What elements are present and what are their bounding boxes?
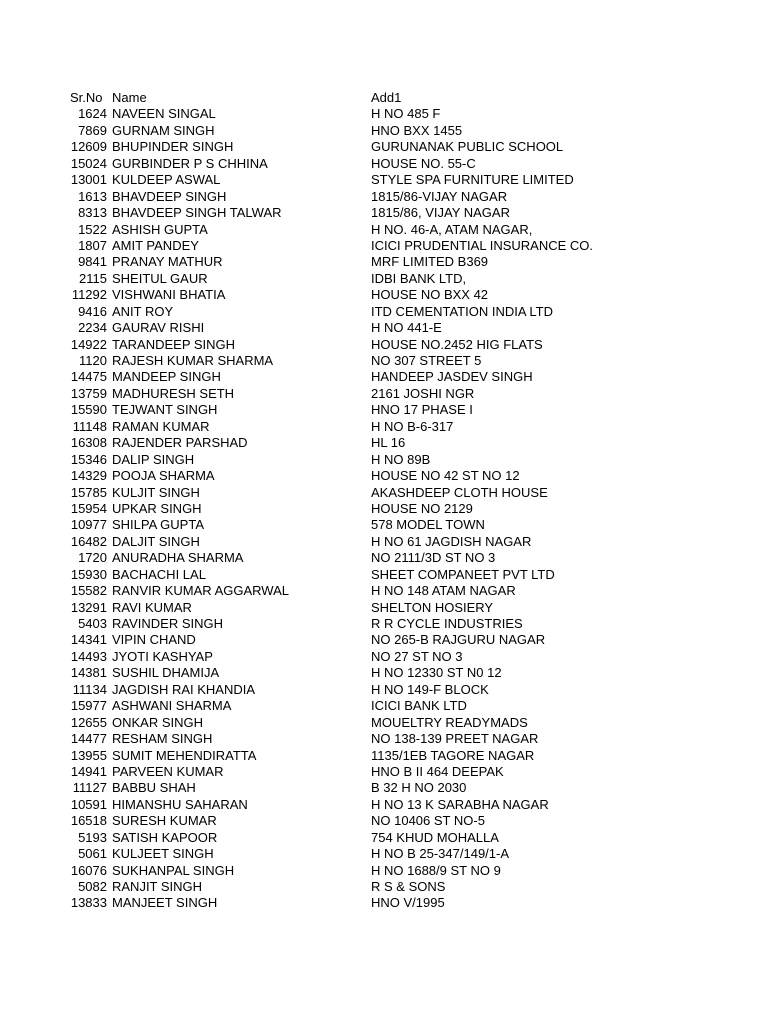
cell-srno: 13955	[70, 747, 107, 763]
cell-add1: AKASHDEEP CLOTH HOUSE	[371, 484, 548, 500]
cell-add1: B 32 H NO 2030	[371, 780, 467, 796]
cell-add1: NO 10406 ST NO-5	[371, 813, 485, 829]
cell-srno: 16482	[70, 533, 107, 549]
table-row	[0, 731, 768, 747]
cell-srno: 15930	[70, 566, 107, 582]
cell-add1: IDBI BANK LTD,	[371, 270, 467, 286]
table-row	[0, 517, 768, 533]
table-row	[0, 452, 768, 468]
cell-add1: H NO 149-F BLOCK	[371, 681, 489, 697]
cell-add1: HNO 17 PHASE I	[371, 402, 473, 418]
cell-srno: 10977	[70, 517, 107, 533]
cell-add1: HOUSE NO 2129	[371, 500, 473, 516]
cell-srno: 14477	[70, 731, 107, 747]
table-row	[0, 748, 768, 764]
cell-add1: NO 27 ST NO 3	[371, 648, 463, 664]
cell-srno: 14381	[70, 665, 107, 681]
table-row	[0, 780, 768, 796]
cell-name: DALIP SINGH	[112, 451, 195, 467]
table-row	[0, 222, 768, 238]
cell-srno: 15346	[70, 451, 107, 467]
cell-add1: ICICI PRUDENTIAL INSURANCE CO.	[371, 237, 593, 253]
cell-name: RAJENDER PARSHAD	[112, 435, 248, 451]
cell-add1: HNO BXX 1455	[371, 122, 463, 138]
cell-srno: 12655	[70, 714, 107, 730]
cell-name: KULDEEP ASWAL	[112, 172, 221, 188]
header-add1: Add1	[371, 90, 402, 105]
cell-add1: H NO 441-E	[371, 320, 442, 336]
table-row	[0, 353, 768, 369]
cell-name: ASHISH GUPTA	[112, 221, 208, 237]
cell-add1: R S & SONS	[371, 879, 446, 894]
cell-srno: 16076	[70, 862, 107, 878]
table-header-row	[0, 90, 768, 106]
cell-srno: 7869	[78, 122, 107, 138]
cell-add1: H NO 89B	[371, 451, 431, 467]
cell-srno: 13833	[70, 895, 107, 911]
table-row	[0, 550, 768, 566]
cell-srno: 11292	[71, 287, 107, 303]
cell-srno: 15954	[70, 500, 107, 516]
cell-name: SATISH KAPOOR	[112, 829, 218, 845]
cell-add1: NO 265-B RAJGURU NAGAR	[371, 632, 546, 648]
table-row	[0, 649, 768, 665]
cell-srno: 14475	[70, 369, 107, 385]
cell-name: RAVINDER SINGH	[112, 616, 223, 631]
table-row	[0, 863, 768, 879]
cell-srno: 5082	[78, 879, 107, 894]
table-row	[0, 156, 768, 172]
cell-name: DALJIT SINGH	[112, 533, 200, 549]
cell-srno: 16308	[70, 435, 107, 451]
address-table	[0, 90, 768, 912]
table-row	[0, 600, 768, 616]
cell-add1: HL 16	[371, 435, 406, 451]
cell-name: SUSHIL DHAMIJA	[112, 665, 220, 681]
table-row	[0, 632, 768, 648]
cell-srno: 11134	[72, 681, 107, 697]
cell-srno: 11127	[72, 780, 107, 796]
cell-name: JAGDISH RAI KHANDIA	[112, 681, 256, 697]
cell-name: JYOTI KASHYAP	[112, 648, 213, 664]
cell-name: KULJEET SINGH	[112, 846, 214, 862]
cell-name: MANJEET SINGH	[112, 895, 218, 911]
cell-add1: MRF LIMITED B369	[371, 254, 489, 270]
cell-add1: H NO 12330 ST N0 12	[371, 665, 502, 681]
table-row	[0, 238, 768, 254]
cell-add1: H NO B 25-347/149/1-A	[371, 846, 510, 862]
table-body	[0, 106, 768, 911]
cell-name: MANDEEP SINGH	[112, 369, 221, 385]
cell-add1: 754 KHUD MOHALLA	[371, 829, 499, 845]
cell-name: RANJIT SINGH	[112, 879, 203, 894]
cell-name: HIMANSHU SAHARAN	[112, 796, 248, 812]
cell-add1: HNO V/1995	[371, 895, 445, 911]
table-row	[0, 715, 768, 731]
cell-name: RAJESH KUMAR SHARMA	[112, 353, 274, 368]
table-row	[0, 813, 768, 829]
table-row	[0, 139, 768, 155]
cell-name: BABBU SHAH	[112, 780, 196, 796]
cell-srno: 11148	[72, 418, 107, 434]
table-row	[0, 764, 768, 780]
cell-name: SUKHANPAL SINGH	[112, 862, 235, 878]
cell-add1: 1815/86-VIJAY NAGAR	[371, 188, 508, 204]
table-row	[0, 106, 768, 122]
cell-name: ANIT ROY	[112, 303, 174, 319]
table-row	[0, 682, 768, 698]
cell-name: ASHWANI SHARMA	[112, 698, 232, 714]
cell-name: GURBINDER P S CHHINA	[112, 155, 268, 171]
cell-srno: 15590	[70, 402, 107, 418]
cell-add1: 578 MODEL TOWN	[371, 517, 485, 533]
cell-srno: 10591	[70, 796, 107, 812]
cell-add1: 1135/1EB TAGORE NAGAR	[371, 747, 535, 763]
table-row	[0, 879, 768, 895]
header-srno: Sr.No	[70, 90, 103, 105]
cell-add1: NO 138-139 PREET NAGAR	[371, 731, 539, 747]
cell-srno: 15024	[70, 155, 107, 171]
cell-srno: 8313	[78, 205, 107, 221]
cell-srno: 2115	[79, 270, 107, 286]
cell-name: RAVI KUMAR	[112, 599, 192, 615]
cell-name: ONKAR SINGH	[112, 714, 204, 730]
header-name: Name	[112, 90, 147, 105]
cell-name: AMIT PANDEY	[112, 237, 199, 253]
cell-add1: HNO B II 464 DEEPAK	[371, 763, 504, 779]
cell-add1: H NO 148 ATAM NAGAR	[371, 583, 516, 599]
cell-add1: H NO 1688/9 ST NO 9	[371, 862, 501, 878]
table-row	[0, 419, 768, 435]
cell-add1: SHEET COMPANEET PVT LTD	[371, 566, 555, 582]
cell-name: RANVIR KUMAR AGGARWAL	[112, 583, 289, 599]
cell-name: SHILPA GUPTA	[112, 517, 204, 533]
cell-srno: 2234	[78, 320, 107, 336]
cell-add1: R R CYCLE INDUSTRIES	[371, 616, 523, 631]
cell-srno: 1807	[78, 237, 107, 253]
cell-add1: H NO B-6-317	[371, 418, 454, 434]
cell-srno: 14341	[70, 632, 107, 648]
cell-add1: ICICI BANK LTD	[371, 698, 467, 714]
table-row	[0, 698, 768, 714]
table-row	[0, 205, 768, 221]
cell-name: KULJIT SINGH	[112, 484, 200, 500]
cell-srno: 1624	[78, 106, 107, 122]
cell-add1: 2161 JOSHI NGR	[371, 385, 475, 401]
table-row	[0, 320, 768, 336]
table-row	[0, 287, 768, 303]
cell-name: PARVEEN KUMAR	[112, 763, 224, 779]
cell-name: PRANAY MATHUR	[112, 254, 223, 270]
table-row	[0, 830, 768, 846]
cell-name: SURESH KUMAR	[112, 813, 217, 829]
cell-add1: SHELTON HOSIERY	[371, 599, 494, 615]
cell-name: RESHAM SINGH	[112, 731, 213, 747]
cell-name: TARANDEEP SINGH	[112, 336, 236, 352]
table-row	[0, 485, 768, 501]
table-row	[0, 435, 768, 451]
cell-srno: 15785	[70, 484, 107, 500]
cell-add1: 1815/86, VIJAY NAGAR	[371, 205, 510, 221]
table-row	[0, 534, 768, 550]
cell-name: SUMIT MEHENDIRATTA	[112, 747, 257, 763]
cell-add1: HANDEEP JASDEV SINGH	[371, 369, 533, 385]
table-row	[0, 386, 768, 402]
table-row	[0, 583, 768, 599]
table-row	[0, 846, 768, 862]
cell-add1: STYLE SPA FURNITURE LIMITED	[371, 172, 574, 188]
cell-srno: 15582	[70, 583, 107, 599]
cell-add1: HOUSE NO.2452 HIG FLATS	[371, 336, 543, 352]
cell-srno: 5193	[78, 829, 107, 845]
cell-name: TEJWANT SINGH	[112, 402, 218, 418]
cell-add1: H NO 485 F	[371, 106, 441, 122]
table-row	[0, 797, 768, 813]
cell-add1: H NO. 46-A, ATAM NAGAR,	[371, 221, 533, 237]
cell-srno: 16518	[70, 813, 107, 829]
cell-srno: 14922	[70, 336, 107, 352]
cell-name: BACHACHI LAL	[112, 566, 206, 582]
cell-name: NAVEEN SINGAL	[112, 106, 216, 122]
cell-srno: 5061	[78, 846, 107, 862]
cell-add1: ITD CEMENTATION INDIA LTD	[371, 303, 554, 319]
cell-name: ANURADHA SHARMA	[112, 550, 244, 566]
cell-srno: 13291	[70, 599, 107, 615]
cell-name: BHUPINDER SINGH	[112, 139, 234, 155]
cell-srno: 1720	[78, 550, 107, 566]
table-row	[0, 567, 768, 583]
table-row	[0, 189, 768, 205]
cell-add1: H NO 61 JAGDISH NAGAR	[371, 533, 532, 549]
cell-srno: 14329	[70, 468, 107, 484]
cell-srno: 12609	[70, 139, 107, 155]
table-row	[0, 402, 768, 418]
table-row	[0, 337, 768, 353]
table-row	[0, 304, 768, 320]
cell-name: RAMAN KUMAR	[112, 418, 210, 434]
cell-name: MADHURESH SETH	[112, 385, 235, 401]
cell-name: POOJA SHARMA	[112, 468, 215, 484]
cell-srno: 1522	[78, 221, 107, 237]
table-row	[0, 271, 768, 287]
cell-name: GURNAM SINGH	[112, 122, 215, 138]
cell-srno: 13759	[70, 385, 107, 401]
cell-name: BHAVDEEP SINGH	[112, 188, 227, 204]
cell-name: SHEITUL GAUR	[112, 270, 208, 286]
table-row	[0, 254, 768, 270]
cell-add1: MOUELTRY READYMADS	[371, 714, 528, 730]
cell-add1: HOUSE NO 42 ST NO 12	[371, 468, 520, 484]
cell-srno: 13001	[70, 172, 107, 188]
cell-add1: GURUNANAK PUBLIC SCHOOL	[371, 139, 564, 155]
cell-srno: 1120	[79, 353, 107, 368]
table-row	[0, 895, 768, 911]
cell-srno: 9841	[78, 254, 107, 270]
table-row	[0, 369, 768, 385]
cell-name: GAURAV RISHI	[112, 320, 205, 336]
cell-srno: 15977	[70, 698, 107, 714]
table-row	[0, 123, 768, 139]
table-row	[0, 616, 768, 632]
cell-add1: NO 2111/3D ST NO 3	[371, 550, 496, 566]
cell-name: BHAVDEEP SINGH TALWAR	[112, 205, 282, 221]
cell-name: UPKAR SINGH	[112, 500, 202, 516]
table-row	[0, 468, 768, 484]
cell-srno: 14941	[70, 763, 107, 779]
cell-name: VIPIN CHAND	[112, 632, 196, 648]
cell-srno: 9416	[78, 303, 107, 319]
table-row	[0, 172, 768, 188]
cell-add1: HOUSE NO. 55-C	[371, 155, 476, 171]
table-row	[0, 665, 768, 681]
cell-srno: 5403	[78, 616, 107, 631]
cell-srno: 14493	[70, 648, 107, 664]
cell-srno: 1613	[78, 188, 107, 204]
table-row	[0, 501, 768, 517]
cell-add1: NO 307 STREET 5	[371, 353, 482, 368]
cell-add1: H NO 13 K SARABHA NAGAR	[371, 796, 549, 812]
cell-add1: HOUSE NO BXX 42	[371, 287, 489, 303]
cell-name: VISHWANI BHATIA	[112, 287, 226, 303]
